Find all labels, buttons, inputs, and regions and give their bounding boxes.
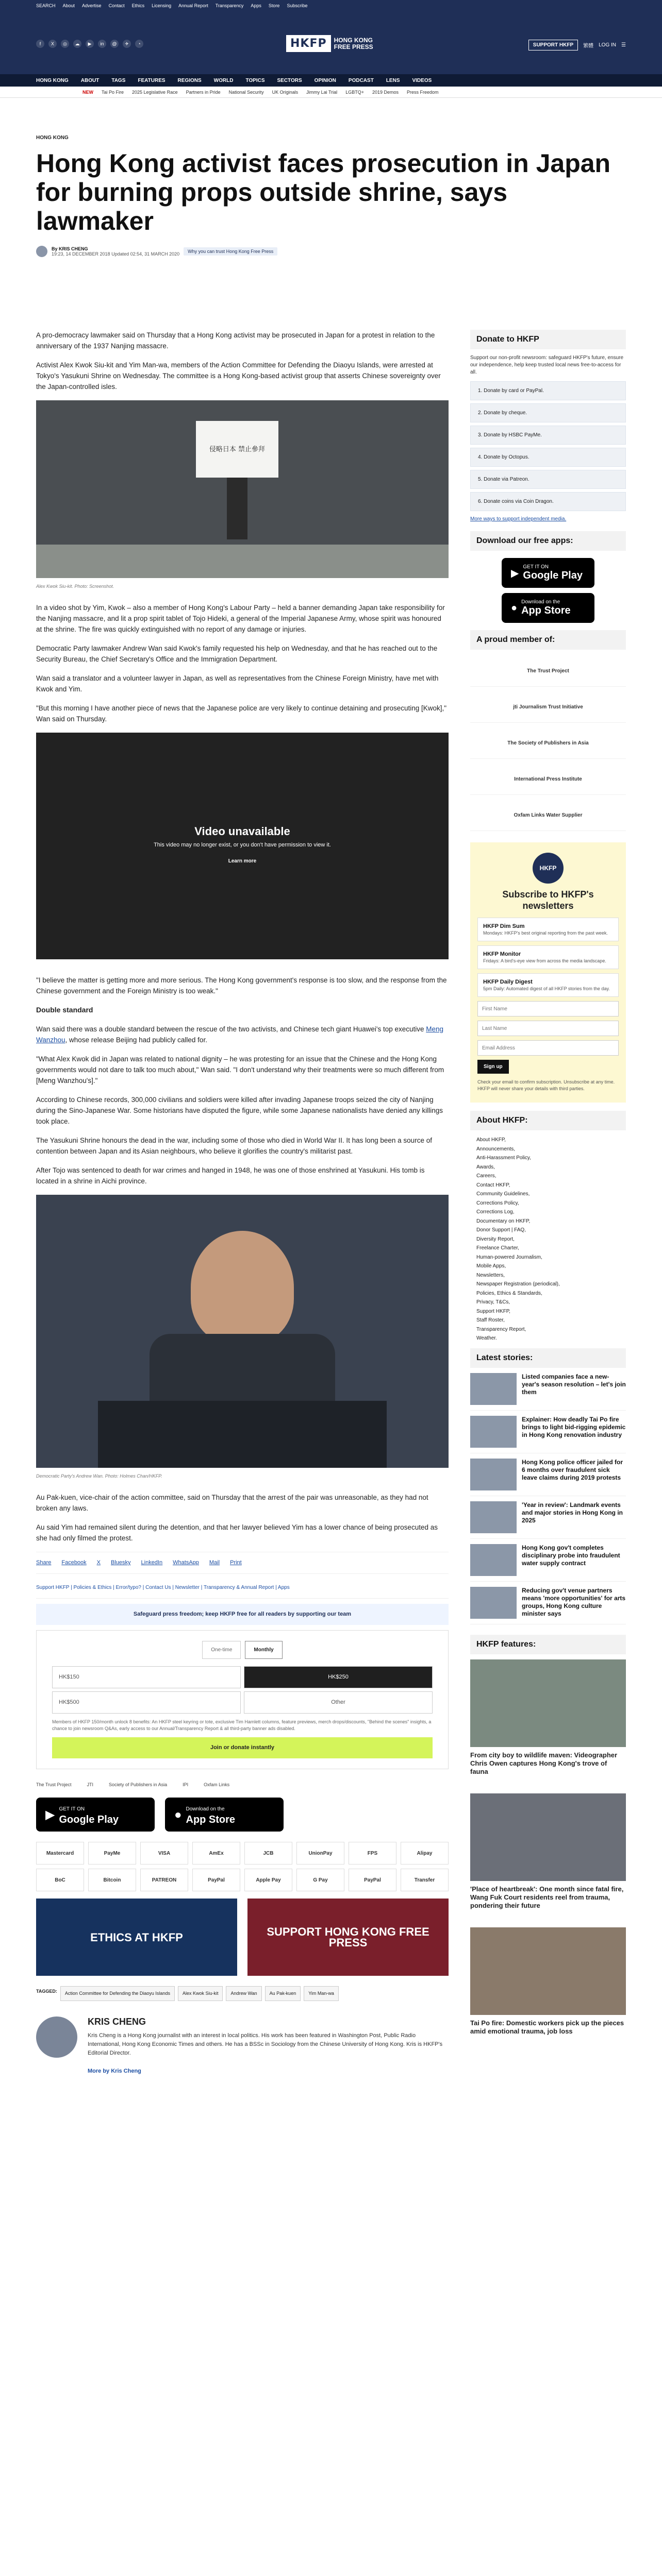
- email-field[interactable]: [477, 1040, 619, 1056]
- signup-button[interactable]: Sign up: [477, 1060, 509, 1074]
- payment-method[interactable]: AmEx: [192, 1842, 240, 1865]
- paragraph: The Yasukuni Shrine honours the dead in the war, including some of those who died in World War II. It has long been a source of contention between Japan and its Asian neighbours, who believe it glorifies the country's militarist past.: [36, 1137, 432, 1155]
- author-box: [36, 2016, 449, 2077]
- member-heading: A proud member of:: [470, 630, 626, 650]
- share-mail[interactable]: Mail: [209, 1560, 220, 1566]
- ground: [36, 545, 449, 578]
- feature-image: [470, 1659, 626, 1747]
- nav-tags[interactable]: TAGS: [111, 77, 126, 83]
- google-play-button[interactable]: ▶ GET IT ON Google Play: [36, 1798, 155, 1832]
- section-tag[interactable]: HONG KONG: [36, 135, 69, 141]
- main-nav: [0, 74, 662, 87]
- image-caption: Alex Kwok Siu-kit. Photo: Screenshot.: [36, 584, 114, 589]
- member-logo[interactable]: Oxfam Links Water Supplier: [470, 800, 626, 831]
- share-linkedin[interactable]: LinkedIn: [141, 1560, 163, 1566]
- feature-image: [470, 1927, 626, 2015]
- video-learn-more[interactable]: Learn more: [228, 858, 257, 864]
- latest-story[interactable]: Listed companies face a new-year's season resolution – let's join them: [470, 1368, 626, 1411]
- latest-story[interactable]: Explainer: How deadly Tai Po fire brings to light bid-rigging epidemic in Hong Kong renovation industry: [470, 1411, 626, 1453]
- payment-method[interactable]: PATREON: [140, 1869, 188, 1891]
- newsletter-note: Check your email to confirm subscription. Unsubscribe at any time. HKFP will never share your details with third parties.: [477, 1079, 615, 1091]
- payment-method[interactable]: JCB: [244, 1842, 292, 1865]
- author-name[interactable]: KRIS CHENG: [88, 2016, 146, 2027]
- paragraph: Au Pak-kuen, vice-chair of the action committee, said on Thursday that the arrest of the pair was unreasonable, as they had not broken any laws.: [36, 1494, 428, 1512]
- about-links: [470, 1130, 626, 1348]
- donate-heading: Donate to HKFP: [470, 330, 626, 349]
- about-link[interactable]: Human-powered Journalism,: [476, 1254, 542, 1260]
- new-label: NEW: [82, 89, 93, 95]
- payment-method[interactable]: PayMe: [88, 1842, 136, 1865]
- amount-option[interactable]: HK$500: [52, 1691, 241, 1714]
- menu-icon[interactable]: ☰: [621, 42, 626, 48]
- newsletter-option[interactable]: HKFP Monitor Fridays: A bird's-eye view from across the media landscape.: [477, 945, 619, 969]
- youtube-icon[interactable]: ▶: [86, 40, 94, 48]
- payment-method[interactable]: Mastercard: [36, 1842, 84, 1865]
- promo-banners: [36, 1899, 449, 1976]
- paragraph: Wan said there was a double standard between the rescue of the two activists, and Chinese tech giant Huawei's top executive Meng Wanzhou, whose release Beijing had publicly called for.: [36, 1025, 444, 1044]
- freq-one-time[interactable]: One-time: [202, 1641, 241, 1659]
- trending-link[interactable]: Partners in Pride: [186, 89, 221, 95]
- share-print[interactable]: Print: [230, 1560, 242, 1566]
- nav-regions[interactable]: REGIONS: [177, 77, 202, 83]
- payment-method[interactable]: G Pay: [296, 1869, 344, 1891]
- member-logo[interactable]: International Press Institute: [470, 764, 626, 795]
- header-actions: [528, 40, 626, 50]
- sidebar-app-buttons: [470, 551, 626, 630]
- newsletter-signup: [470, 842, 626, 1103]
- about-link[interactable]: Corrections Policy,: [476, 1200, 519, 1206]
- author-link[interactable]: KRIS CHENG: [59, 246, 88, 251]
- trending-link[interactable]: UK Originals: [272, 89, 299, 95]
- paragraph: Wan said a translator and a volunteer lawyer in Japan, as well as representatives from the Chinese Foreign Ministry, have met with Kwok and Yim.: [36, 674, 439, 693]
- play-icon: ▶: [511, 567, 519, 579]
- payment-method[interactable]: PayPal: [349, 1869, 396, 1891]
- about-link[interactable]: Diversity Report,: [476, 1236, 515, 1242]
- top-utility-bar: [0, 0, 662, 11]
- login-link[interactable]: LOG IN: [599, 42, 617, 48]
- last-name-field[interactable]: [477, 1021, 619, 1036]
- amount-other[interactable]: Other: [244, 1691, 433, 1714]
- story-thumbnail: [470, 1501, 517, 1533]
- partner-logo[interactable]: The Trust Project: [36, 1782, 72, 1787]
- sidebar: [470, 330, 626, 2048]
- about-link[interactable]: Policies, Ethics & Standards,: [476, 1290, 542, 1296]
- donate-option[interactable]: 6. Donate coins via Coin Dragon.: [470, 492, 626, 511]
- about-link[interactable]: Newsletters,: [476, 1272, 505, 1278]
- payment-method[interactable]: Alipay: [401, 1842, 449, 1865]
- article-image-andrew-wan[interactable]: [36, 1195, 449, 1468]
- app-store-buttons: [36, 1798, 449, 1832]
- newsletter-option[interactable]: HKFP Dim Sum Mondays: HKFP's best original reporting from the past week.: [477, 918, 619, 941]
- nav-opinion[interactable]: OPINION: [314, 77, 336, 83]
- article-image-protest[interactable]: [36, 400, 449, 578]
- nav-features[interactable]: FEATURES: [138, 77, 166, 83]
- microphones: [98, 1401, 387, 1468]
- payment-method[interactable]: UnionPay: [296, 1842, 344, 1865]
- more-by-author-link[interactable]: More by Kris Cheng: [88, 2068, 141, 2074]
- video-title: Video unavailable: [194, 824, 290, 838]
- nav-hong-kong[interactable]: HONG KONG: [36, 77, 69, 83]
- more-ways-link[interactable]: More ways to support independent media.: [470, 516, 567, 522]
- tag-chip[interactable]: Yim Man-wa: [304, 1986, 339, 2001]
- logo-mark: HKFP: [286, 35, 331, 52]
- x-icon[interactable]: X: [48, 40, 57, 48]
- video-embed[interactable]: [36, 733, 449, 959]
- image-caption: Democratic Party's Andrew Wan. Photo: Holmes Chan/HKFP.: [36, 1473, 162, 1479]
- protester-figure: [227, 478, 247, 539]
- topbar-link-contact[interactable]: Contact: [108, 3, 125, 8]
- donate-option[interactable]: 4. Donate by Octopus.: [470, 448, 626, 467]
- tag-chip[interactable]: Alex Kwok Siu-kit: [178, 1986, 223, 2001]
- paragraph: Au said Yim had remained silent during the detention, and that her lawyer believed Yim has a lower chance of being prosecuted as she had only filmed the protest.: [36, 1523, 438, 1542]
- nav-podcast[interactable]: PODCAST: [348, 77, 374, 83]
- payment-method[interactable]: Bitcoin: [88, 1869, 136, 1891]
- site-header: [0, 11, 662, 74]
- tag-list: [36, 1986, 449, 2001]
- support-hkfp-button[interactable]: SUPPORT HKFP: [528, 40, 578, 50]
- trending-link[interactable]: 2019 Demos: [372, 89, 399, 95]
- author-photo: [36, 2016, 77, 2058]
- about-link[interactable]: Support HKFP,: [476, 1308, 510, 1314]
- paragraph: According to Chinese records, 300,000 civilians and soldiers were killed after invading Japanese troops seized the city of Nanjing during the Sino-Japanese War. Some historians have disputed the figure, while some Japanese nationalists have denied any killings took place.: [36, 1096, 443, 1125]
- latest-story[interactable]: 'Year in review': Landmark events and major stories in Hong Kong in 2025: [470, 1496, 626, 1539]
- feature-story[interactable]: From city boy to wildlife maven: Videographer Chris Owen captures Hong Kong's trove of fauna: [470, 1654, 626, 1788]
- article-title: Hong Kong activist faces prosecution in Japan for burning props outside shrine, says lawmaker: [36, 149, 611, 235]
- logo-name: HONG KONG FREE PRESS: [334, 36, 373, 50]
- social-links: [36, 40, 143, 48]
- partner-logo[interactable]: IPI: [183, 1782, 189, 1787]
- about-link[interactable]: Transparency Report,: [476, 1326, 526, 1332]
- topbar-link-apps[interactable]: Apps: [251, 3, 261, 8]
- latest-stories: [470, 1368, 626, 1624]
- instagram-icon[interactable]: ◎: [61, 40, 69, 48]
- donate-option[interactable]: 5. Donate via Patreon.: [470, 470, 626, 489]
- topbar-link-about[interactable]: About: [62, 3, 75, 8]
- about-link[interactable]: Contact HKFP,: [476, 1182, 510, 1188]
- payment-method[interactable]: FPS: [349, 1842, 396, 1865]
- payment-methods: [36, 1842, 449, 1891]
- about-link[interactable]: Staff Roster,: [476, 1317, 505, 1323]
- about-link[interactable]: Anti-Harassment Policy,: [476, 1155, 531, 1161]
- author-bio: Kris Cheng is a Hong Kong journalist with an interest in local politics. His work has been featured in Washington Post, Public Radio International, Hong Kong Economic Times and others. He has a BSSc in Sociology from the Chinese University of Hong Kong. Kris is HKFP's Editorial Director.: [88, 2032, 443, 2056]
- payment-method[interactable]: VISA: [140, 1842, 188, 1865]
- amount-options: [52, 1666, 433, 1714]
- trending-link[interactable]: Press Freedom: [406, 89, 439, 95]
- topbar-link-transparency[interactable]: Transparency: [215, 3, 244, 8]
- nav-sectors[interactable]: SECTORS: [277, 77, 302, 83]
- tag-chip[interactable]: Action Committee for Defending the Diaoyu Islands: [60, 1986, 175, 2001]
- telegram-icon[interactable]: ✈: [123, 40, 131, 48]
- paragraph: Activist Alex Kwok Siu-kit and Yim Man-wa, members of the Action Committee for Defending the Diaoyu Islands, were arrested at Tokyo's Yasukuni Shrine on Wednesday. The committee is a Hong Kong-based activist group that asserts Chinese sovereignty over the Japan-controlled isles.: [36, 361, 441, 391]
- nav-world[interactable]: WORLD: [213, 77, 234, 83]
- paragraph: "I believe the matter is getting more and more serious. The Hong Kong government's response is too slow, and the response from the Chinese government and the Foreign Ministry is too weak.": [36, 976, 447, 995]
- donate-widget: [36, 1630, 449, 1769]
- nav-lens[interactable]: LENS: [386, 77, 400, 83]
- story-thumbnail: [470, 1544, 517, 1576]
- story-thumbnail: [470, 1459, 517, 1490]
- topbar-link-ethics[interactable]: Ethics: [131, 3, 145, 8]
- newsletter-title: Subscribe to HKFP's newsletters: [502, 889, 594, 911]
- donate-options: [470, 381, 626, 511]
- freq-monthly[interactable]: Monthly: [245, 1641, 282, 1659]
- safeguard-banner[interactable]: Safeguard press freedom; keep HKFP free for all readers by supporting our team: [36, 1604, 449, 1625]
- latest-story[interactable]: Hong Kong police officer jailed for 6 months over fraudulent sick leave claims during 2019 protests: [470, 1453, 626, 1496]
- story-thumbnail: [470, 1416, 517, 1448]
- publish-dates: 19:23, 14 DECEMBER 2018 Updated 02:54, 31 MARCH 2020: [52, 251, 180, 257]
- linkedin-icon[interactable]: in: [98, 40, 106, 48]
- article-header: [36, 135, 626, 257]
- author-avatar: [36, 246, 47, 257]
- play-icon: ▶: [45, 1807, 55, 1822]
- about-link[interactable]: Newspaper Registration (periodical),: [476, 1281, 560, 1287]
- article-footer-links[interactable]: Support HKFP | Policies & Ethics | Error/typo? | Contact Us | Newsletter | Transparency & Annual Report | Apps: [36, 1579, 449, 1599]
- threads-icon[interactable]: @: [110, 40, 119, 48]
- about-link[interactable]: Privacy, T&Cs,: [476, 1299, 510, 1305]
- trending-link[interactable]: Jimmy Lai Trial: [306, 89, 338, 95]
- share-label: Share: [36, 1560, 52, 1566]
- feature-image: [470, 1793, 626, 1881]
- share-whatsapp[interactable]: WhatsApp: [173, 1560, 199, 1566]
- donate-intro: Support our non-profit newsroom: safeguard HKFP's future, ensure our independence, help keep trusted local news free-to-access for all.: [470, 355, 624, 375]
- share-facebook[interactable]: Facebook: [61, 1560, 87, 1566]
- about-link[interactable]: Corrections Log,: [476, 1209, 515, 1215]
- story-thumbnail: [470, 1373, 517, 1405]
- partner-logos: [36, 1780, 449, 1790]
- trust-link[interactable]: Why you can trust Hong Kong Free Press: [184, 247, 277, 256]
- about-link[interactable]: Freelance Charter,: [476, 1245, 519, 1251]
- article-body: [36, 330, 449, 2077]
- latest-heading: Latest stories:: [470, 1348, 626, 1368]
- member-logo[interactable]: The Society of Publishers in Asia: [470, 728, 626, 759]
- meng-wanzhou-link[interactable]: Meng Wanzhou: [36, 1025, 444, 1044]
- subheading: Double standard: [36, 1006, 93, 1014]
- latest-story[interactable]: Reducing gov't venue partners means 'more opportunities' for arts groups, Hong Kong culture minister says: [470, 1582, 626, 1624]
- payment-method[interactable]: Transfer: [401, 1869, 449, 1891]
- about-link[interactable]: Announcements,: [476, 1146, 516, 1152]
- trending-link[interactable]: LGBTQ+: [345, 89, 364, 95]
- member-logos: [470, 650, 626, 837]
- nav-topics[interactable]: TOPICS: [245, 77, 265, 83]
- join-donate-button[interactable]: Join or donate instantly: [52, 1737, 433, 1758]
- nav-videos[interactable]: VIDEOS: [412, 77, 432, 83]
- about-link[interactable]: Mobile Apps,: [476, 1263, 506, 1269]
- topbar-link-annual-report[interactable]: Annual Report: [178, 3, 208, 8]
- member-logo[interactable]: The Trust Project: [470, 656, 626, 687]
- site-logo[interactable]: [286, 35, 373, 52]
- member-benefits: Members of HKFP 150/month unlock 8 benefits: An HKFP steel keyring or tote, exclusive Tim Hamlett columns, feature previews, merch drops/discounts, "Behind the scenes" insights, a chance to join newsroom Q&As, early access to our Annual/Transparency Report & all third-party banner ads disabled.: [52, 1719, 432, 1731]
- paragraph: After Tojo was sentenced to death for war crimes and hanged in 1948, he was one of those enshrined at Yasukuni. His tomb is located in a shrine in Aichi province.: [36, 1166, 425, 1185]
- topbar-link-advertise[interactable]: Advertise: [82, 3, 102, 8]
- about-link[interactable]: Careers,: [476, 1173, 496, 1179]
- google-play-button[interactable]: ▶ GET IT ON Google Play: [502, 558, 594, 588]
- amount-option-selected[interactable]: HK$250: [244, 1666, 433, 1688]
- features-heading: HKFP features:: [470, 1635, 626, 1654]
- trending-bar: [0, 87, 662, 98]
- apple-icon: ●: [174, 1807, 182, 1822]
- speaker-face: [191, 1231, 294, 1344]
- frequency-toggle: [52, 1641, 433, 1659]
- partner-logo[interactable]: JTI: [87, 1782, 94, 1787]
- search-link[interactable]: SEARCH: [36, 3, 56, 8]
- paragraph: Democratic Party lawmaker Andrew Wan said Kwok's family requested his help on Wednesday, and that he has reached out to the Security Bureau, the Chief Secretary's Office and the Immigration Department.: [36, 645, 438, 663]
- feature-story[interactable]: Tai Po fire: Domestic workers pick up the pieces amid emotional trauma, job loss: [470, 1922, 626, 2048]
- about-link[interactable]: Documentary on HKFP,: [476, 1218, 531, 1224]
- latest-story[interactable]: Hong Kong gov't completes disciplinary probe into fraudulent water supply contract: [470, 1539, 626, 1582]
- byline: By KRIS CHENG 19:23, 14 DECEMBER 2018 Updated 02:54, 31 MARCH 2020 Why you can trust Hong Kong Free Press: [36, 246, 626, 257]
- payment-method[interactable]: Apple Pay: [244, 1869, 292, 1891]
- topbar-link-licensing[interactable]: Licensing: [152, 3, 172, 8]
- apps-heading: Download our free apps:: [470, 531, 626, 551]
- partner-logo[interactable]: Society of Publishers in Asia: [109, 1782, 168, 1787]
- tags-label: TAGGED:: [36, 1989, 57, 1994]
- nav-about[interactable]: ABOUT: [80, 77, 100, 83]
- trending-link[interactable]: Tai Po Fire: [102, 89, 124, 95]
- story-thumbnail: [470, 1587, 517, 1619]
- paragraph: In a video shot by Yim, Kwok – also a member of Hong Kong's Labour Party – held a banner demanding Japan take responsibility for the Nanjing massacre, and lit a prop spirit tablet of Tojo Hideki, a general of the Imperial Japanese Army, whose spirit was honoured at the shrine. The fire was quickly extinguished with no report of any damage or injuries.: [36, 604, 445, 633]
- protest-banner: 侵略日本 禁止參拜: [196, 421, 278, 478]
- share-bar: [36, 1552, 449, 1574]
- partner-logo[interactable]: Oxfam Links: [204, 1782, 230, 1787]
- donate-option[interactable]: 1. Donate by card or PayPal.: [470, 381, 626, 400]
- facebook-icon[interactable]: f: [36, 40, 44, 48]
- tag-chip[interactable]: Au Pak-kuen: [265, 1986, 301, 2001]
- donate-option[interactable]: 2. Donate by cheque.: [470, 403, 626, 422]
- paragraph: A pro-democracy lawmaker said on Thursday that a Hong Kong activist may be prosecuted in Japan for a protest in relation to the anniversary of the 1937 Nanjing massacre.: [36, 331, 435, 350]
- video-message: This video may no longer exist, or you don't have permission to view it.: [154, 841, 331, 848]
- paragraph: "But this morning I have another piece of news that the Japanese police are very likely to continue detaining and prosecuting [Kwok]," Wan said on Thursday.: [36, 704, 447, 723]
- about-link[interactable]: Weather.: [476, 1335, 497, 1341]
- topbar-link-subscribe[interactable]: Subscribe: [287, 3, 308, 8]
- about-link[interactable]: About HKFP,: [476, 1137, 506, 1143]
- topbar-link-store[interactable]: Store: [268, 3, 280, 8]
- share-x[interactable]: X: [96, 1560, 101, 1566]
- newsletter-option[interactable]: HKFP Daily Digest 5pm Daily: Automated digest of all HKFP stories from the day.: [477, 973, 619, 997]
- member-logo[interactable]: jti Journalism Trust Initiative: [470, 692, 626, 723]
- paragraph: "What Alex Kwok did in Japan was related to national dignity – he was protesting for an issue that the Chinese and the Hong Kong governments would not dare to talk too much about," Wan said. "I don't understand why their treatments were so much different from [Meng Wanzhou's].": [36, 1055, 444, 1084]
- language-switch[interactable]: 繁體: [583, 43, 594, 49]
- trending-link[interactable]: National Security: [228, 89, 264, 95]
- rss-icon[interactable]: ◔: [135, 40, 143, 48]
- newsletter-logo: HKFP: [533, 853, 564, 884]
- support-banner[interactable]: SUPPORT HONG KONG FREE PRESS: [247, 1899, 449, 1976]
- about-heading: About HKFP:: [470, 1111, 626, 1130]
- about-link[interactable]: Donor Support | FAQ,: [476, 1227, 526, 1233]
- payment-method[interactable]: PayPal: [192, 1869, 240, 1891]
- share-bluesky[interactable]: Bluesky: [111, 1560, 131, 1566]
- trending-link[interactable]: 2025 Legislative Race: [132, 89, 178, 95]
- donate-option[interactable]: 3. Donate by HSBC PayMe.: [470, 426, 626, 445]
- first-name-field[interactable]: [477, 1001, 619, 1016]
- app-store-button[interactable]: ● Download on the App Store: [502, 593, 594, 623]
- tag-chip[interactable]: Andrew Wan: [226, 1986, 261, 2001]
- about-link[interactable]: Community Guidelines,: [476, 1191, 530, 1197]
- amount-option[interactable]: HK$150: [52, 1666, 241, 1688]
- ethics-banner[interactable]: ETHICS AT HKFP: [36, 1899, 237, 1976]
- about-link[interactable]: Awards,: [476, 1164, 495, 1170]
- payment-method[interactable]: BoC: [36, 1869, 84, 1891]
- apple-icon: ●: [511, 602, 518, 614]
- bluesky-icon[interactable]: ☁: [73, 40, 81, 48]
- feature-story[interactable]: 'Place of heartbreak': One month since fatal fire, Wang Fuk Court residents reel from trauma, pondering their future: [470, 1788, 626, 1922]
- app-store-button[interactable]: ● Download on the App Store: [165, 1798, 284, 1832]
